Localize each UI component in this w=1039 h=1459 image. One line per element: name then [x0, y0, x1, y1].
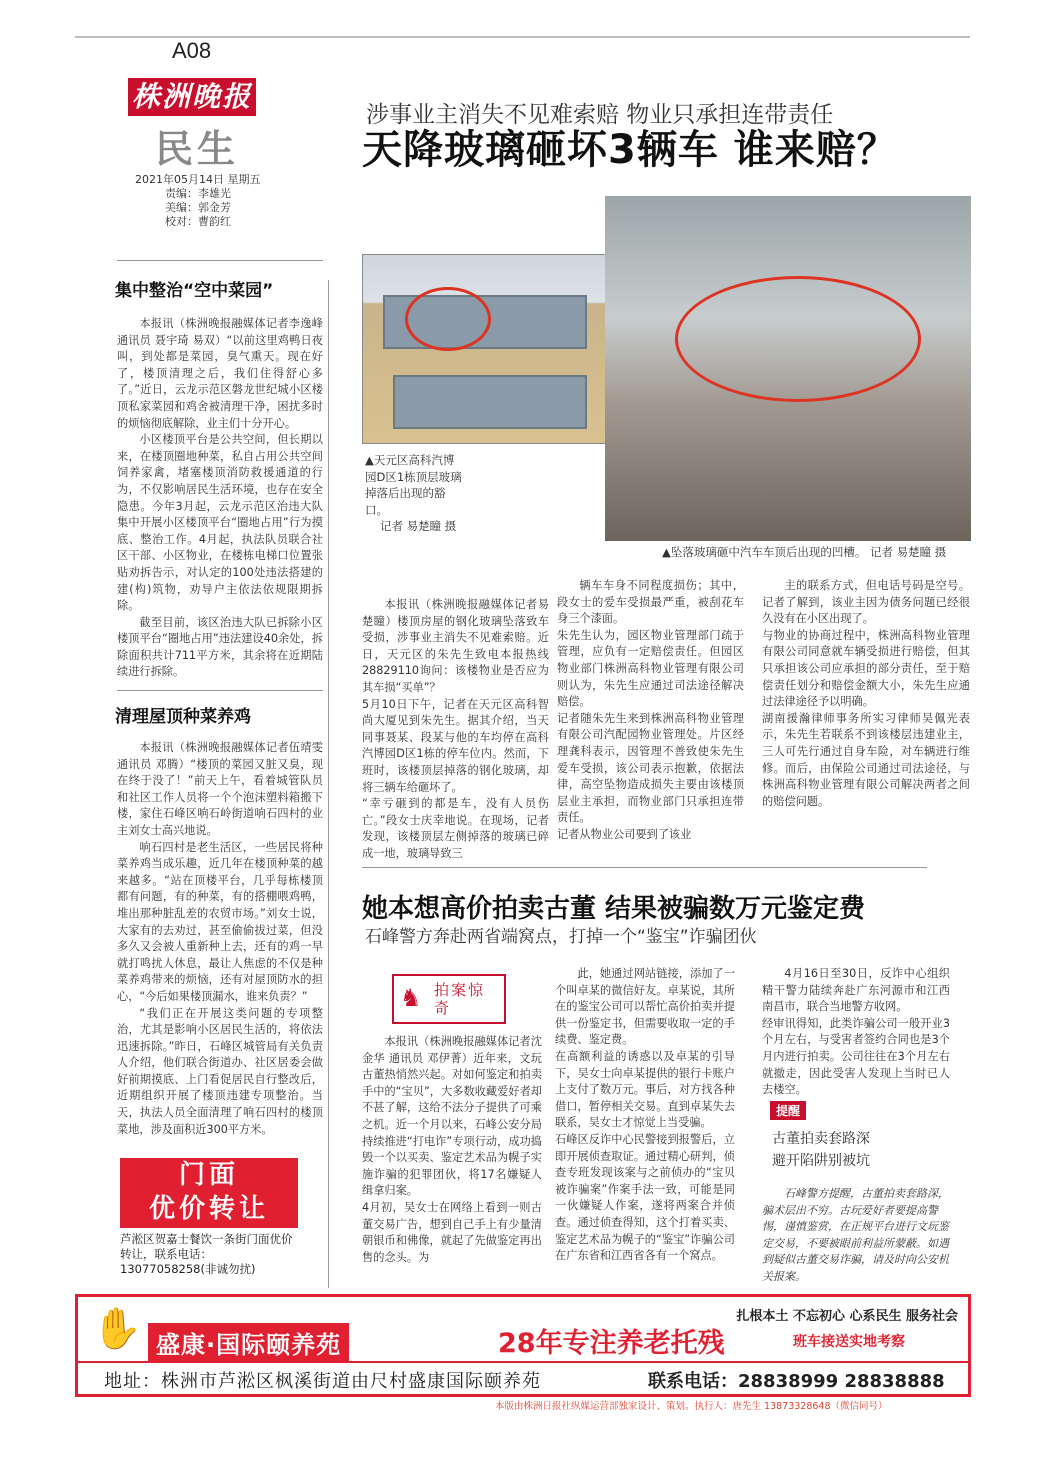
sidebar-paragraph: 小区楼顶平台是公共空间，但长期以来，在楼顶圈地种菜，私自占用公共空间饲养家禽，堵塞楼顶消防救援通道的行为，不仅影响居民生活环境，也存在安全隐患。今年3月起，云龙示范区治违大队集中开展小区楼顶平台“圈地占用”行为摸底、整治工作。4月起，执法队员联合社区干部、小区物业，在楼栋电梯口位置张贴劝拆告示，对认定的100处违法搭建的建(构)筑物，劝导户主依法依规限期拆除。: [117, 433, 323, 613]
hand-logo-icon: ✋: [92, 1306, 142, 1352]
issue-date: 2021年05月14日 星期五: [135, 173, 261, 186]
second-column-2: [555, 966, 735, 1265]
highlight-circle: [675, 276, 921, 402]
ad-tagline: 28年专注养老托残: [498, 1328, 725, 1359]
sidebar-paragraph: 截至目前，该区治违大队已拆除小区楼顶平台“圈地占用”违法建设40余处，拆除面积共计711平方米，其余将在近期陆续进行拆除。: [117, 615, 323, 679]
sidebar-ad-title-1: 门面: [178, 1160, 239, 1190]
photo-caption-large: ▲坠落玻璃砸中汽车车顶后出现的凹槽。 记者 易楚瞳 摄: [662, 545, 947, 559]
ad-brand: 盛康·国际颐养苑: [148, 1323, 349, 1362]
page-number: A08: [172, 38, 212, 63]
sidebar-article-2: [117, 740, 323, 1138]
second-text: 此，她通过网站链接，添加了一个叫卓某的微信好友。卓某说，其所在的鉴宝公司可以帮忙高价拍卖并提供一份鉴定书，但需要收取一定的手续费、鉴定费。 在高额利益的诱惑以及卓某的引导下，吴女士向卓某提供的银行卡账户上支付了数万元。事后，对方找各种借口，暂停相关交易。直到卓某失去联系，吴女士才惊觉上当受骗。 石峰区反诈中心民警接到报警后，立即开展侦查取证。通过精心研判，侦查专班发现该案与之前侦办的“宝贝被诈骗案”作案手法一致，可能是同一伙嫌疑人作案，遂将两案合并侦查。通过侦查得知，这个打着买卖、鉴定艺术品为幌子的“鉴宝”诈骗公司在广东省和江西省各有一个窝点。: [555, 967, 735, 1263]
remind-body: 石峰警方提醒，古董拍卖套路深，骗术层出不穷。古玩爱好者要提高警惕，谨慎鉴赏，在正规平台进行文玩鉴定交易，不要被眼前利益所蒙蔽。如遇到疑似古董交易诈骗，请及时向公安机关报案。: [762, 1187, 949, 1283]
lead-text: 本报讯（株洲晚报融媒体记者易楚瞳）楼顶房屋的钢化玻璃坠落致车受损，涉事业主消失不见难索赔。近日，天元区的朱先生致电本报热线28829110询问：该楼物业是否应为其车损“买单”？ 5月10日下午，记者在天元区高科智尚大厦见到朱先生。据其介绍，当天同事聂某、段某与他的车均停在高科汽博园D区1栋的停车位内。然而，下班时，该楼顶层掉落的钢化玻璃，却将三辆车给砸坏了。 “幸亏砸到的都是车，没有人员伤亡。”段女士庆幸地说。在现场，记者发现，该楼顶层左侧掉落的玻璃已碎成一地，玻璃导致三: [362, 598, 549, 860]
car-roof-photo: [605, 196, 971, 541]
lead-text: 主的联系方式，但电话号码是空号。记者了解到，该业主因为债务问题已经很久没有在小区出现了。 与物业的协商过程中，株洲高科物业管理有限公司同意就车辆受损进行赔偿，但其只承担该公司应承担的部分责任，至于赔偿责任划分和赔偿金额大小，朱先生应通过法律途径予以明确。 湖南援瀚律师事务所实习律师吴佩光表示，朱先生若联系不到该楼层违建业主，三人可先行通过自身车险，对车辆进行维修。而后，由保险公司通过司法途径，与株洲高科物业管理有限公司解决两者之间的赔偿问题。: [762, 579, 970, 808]
second-text: 4月16日至30日，反诈中心组织精干警力陆续奔赴广东河源市和江西南昌市，联合当地警方收网。 经审讯得知，此类诈骗公司一般开业3个月左右，与受害者签约合同也是3个月内进行拍卖。公司往往在3个月左右就撤走，因此受害人发现上当时已人去楼空。: [762, 967, 950, 1097]
lead-column-3: [762, 578, 970, 810]
proofreader: 校对：曹韵红: [165, 215, 231, 228]
sidebar-paragraph: 本报讯（株洲晚报融媒体记者伍靖雯 通讯员 邓腾）“楼顶的菜园又脏又臭，现在终于没了！”前天上午，看着城管队员和社区工作人员将一个个泡沫塑料箱搬下楼，家住石峰区响石岭街道响石四村的业主刘女士高兴地说。: [117, 741, 323, 837]
sidebar-ad-banner: [120, 1158, 298, 1228]
highlight-circle: [405, 287, 491, 351]
ad-slogan: 扎根本土 不忘初心 心系民生 服务社会: [736, 1309, 958, 1324]
sidebar-paragraph: 响石四村是老生活区，一些居民将种菜养鸡当成乐趣，近几年在楼顶种菜的越来越多。“站在顶楼平台，几乎每栋楼顶都有问题，有的种菜，有的搭棚喂鸡鸭，堆出那种脏乱差的农贸市场。”刘女士说，大家有的去劝过，甚至偷偷拔过菜，但没多久又会被人重新种上去，还有的鸡一早就打鸣扰人休息，最让人焦虑的不仅是种菜养鸡带来的烦恼，还有对屋顶防水的担心，“今后如果楼顶漏水，谁来负责？”: [117, 840, 323, 1003]
stamp-text: 拍案惊奇: [434, 981, 486, 1017]
sidebar-paragraph: “我们正在开展这类问题的专项整治，尤其是影响小区居民生活的，将依法迅速拆除。”昨日，石峰区城管局有关负责人介绍，他们联合街道办、社区居委会做好前期摸底、上门看促居民自行整改后，近期组织开展了楼顶违建专项整治。当天，执法人员全面清理了响石四村的楼顶菜地，涉及面积近300平方米。: [117, 1006, 323, 1136]
editor: 责编：李雄光: [165, 187, 231, 200]
sidebar-paragraph: 本报讯（株洲晚报融媒体记者李逸峰 通讯员 聂宇琦 易双）“以前这里鸡鸭日夜叫，到处都是菜园，臭气熏天。现在好了，楼顶清理之后，我们住得舒心多了。”近日，云龙示范区磐龙世纪城小区楼顶私家菜园和鸡舍被清理干净，困扰多时的烦恼彻底解除，业主们十分开心。: [117, 317, 323, 430]
sidebar-article-1: [117, 316, 323, 681]
masthead-logo: 株洲晚报: [128, 78, 256, 116]
lead-column-1: [362, 578, 549, 882]
ad-divider: [78, 1361, 968, 1363]
bottom-ad: [75, 1294, 971, 1397]
photo-credit-small: 记者 易楚瞳 摄: [380, 519, 457, 533]
designer: 美编：郭金芳: [165, 201, 231, 214]
sidebar-rule: [117, 260, 323, 261]
building-photo: [362, 254, 606, 444]
section-title: 民生: [155, 126, 240, 171]
remind-badge: 提醒: [770, 1101, 806, 1120]
column-divider: [328, 280, 329, 1288]
second-headline: 她本想高价拍卖古董 结果被骗数万元鉴定费: [362, 894, 866, 924]
lead-headline: 天降玻璃砸坏3辆车 谁来赔？: [362, 127, 898, 173]
second-column-1: [362, 1034, 542, 1266]
ad-address: 地址：株洲市芦淞区枫溪街道由尺村盛康国际颐养苑: [104, 1371, 541, 1392]
sidebar-rule: [117, 690, 323, 691]
second-text: 本报讯（株洲晚报融媒体记者沈金华 通讯员 邓伊菁）近年来，文玩古董热悄然兴起。对如何鉴定和拍卖手中的“宝贝”，大多数收藏爱好者却不甚了解，这给不法分子提供了可乘之机。近一个月以来，石峰公安分局持续推进“打电诈”专项行动，成功捣毁一个以买卖、鉴定艺术品为幌子实施诈骗的犯罪团伙，将17名嫌疑人缉拿归案。 4月初，吴女士在网络上看到一则古董交易广告，想到自己手上有少量清朝银币和佛像，就起了先做鉴定再出售的念头。为: [362, 1035, 542, 1264]
column-stamp: [392, 974, 506, 1024]
sidebar-ad-title-2: 优价转让: [148, 1194, 269, 1224]
lead-kicker: 涉事业主消失不见难索赔 物业只承担连带责任: [366, 102, 834, 128]
remind-title: 古董拍卖套路深 避开陷阱别被坑: [772, 1131, 870, 1169]
second-column-3: [762, 966, 950, 1099]
ad-phone: 联系电话：28838999 28838888: [648, 1371, 945, 1392]
ad-tagline-2: 班车接送实地考察: [793, 1334, 905, 1350]
second-subhead: 石峰警方奔赴两省端窝点，打掉一个“鉴宝”诈骗团伙: [365, 927, 757, 947]
sidebar-headline-2: 清理屋顶种菜养鸡: [115, 707, 251, 727]
photo-caption-small: ▲天元区高科汽博园D区1栋顶层玻璃掉落后出现的豁口。: [365, 453, 462, 517]
page-footer: 本版由株洲日报社纵媒运营部独家设计、策划。执行人：唐先生 13873328648（微信同号）: [495, 1401, 888, 1412]
sidebar-ad-body: 芦淞区贺嘉士餐饮一条街门面优价转让，联系电话：13077058258(非诚勿扰): [120, 1232, 293, 1276]
lead-column-2: [557, 578, 744, 844]
article-divider: [362, 867, 927, 868]
sidebar-headline-1: 集中整治“空中菜园”: [115, 281, 274, 301]
horse-icon: ♞: [400, 984, 422, 1012]
lead-text: 辆车车身不同程度损伤；其中，段女士的爱车受损最严重，被刮花车身三个漆面。 朱先生认为，园区物业管理部门疏于管理，应负有一定赔偿责任。但园区物业部门株洲高科物业管理有限公司则认为，朱先生应通过司法途径解决赔偿。 记者随朱先生来到株洲高科物业管理有限公司汽配园物业管理处。片区经理龚科表示，因管理不善致使朱先生爱车受损，该公司表示抱歉，依据法律，高空坠物造成损失主要由该楼顶层业主承担，而物业部门只承担连带责任。 记者从物业公司要到了该业: [557, 579, 744, 841]
